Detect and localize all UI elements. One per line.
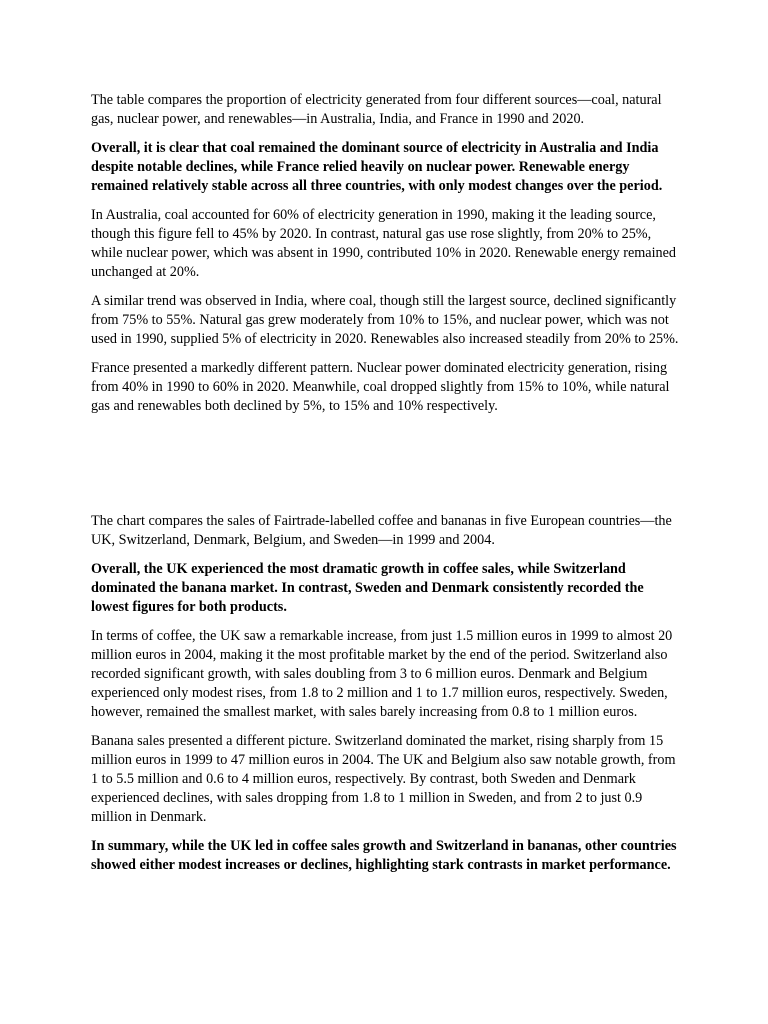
coffee-paragraph: In terms of coffee, the UK saw a remarkable increase, from just 1.5 million euros in 1999 to almost 20 million euros in 2004, making it the most profitable market by the end of the period. Switzerland also recorded significant growth, with sales doubling from 3 to 6 million euros. Denmark and Belgium experienced only modest rises, from 1.8 to 2 million and 1 to 1.7 million euros, respectively. Sweden, however, remained the smallest market, with sales barely increasing from 0.8 to 1 million euros. — [91, 628, 673, 720]
essay-electricity — [91, 91, 681, 426]
intro-paragraph: The table compares the proportion of electricity generated from four different sources—coal, natural gas, nuclear power, and renewables—in Australia, India, and France in 1990 and 2020. — [91, 92, 662, 127]
india-paragraph: A similar trend was observed in India, where coal, though still the largest source, declined significantly from 75% to 55%. Natural gas grew moderately from 10% to 15%, and nuclear power, which was not used in 1990, supplied 5% of electricity in 2020. Renewables also increased steadily from 20% to 25%. — [91, 293, 679, 347]
summary-paragraph: In summary, while the UK led in coffee sales growth and Switzerland in bananas, other countries showed either modest increases or declines, highlighting stark contrasts in market performance. — [91, 838, 677, 873]
overview-paragraph: Overall, the UK experienced the most dramatic growth in coffee sales, while Switzerland dominated the banana market. In contrast, Sweden and Denmark consistently recorded the lowest figures for both products. — [91, 561, 644, 615]
essay-fairtrade — [91, 512, 681, 885]
bananas-paragraph: Banana sales presented a different picture. Switzerland dominated the market, rising sharply from 15 million euros in 1999 to 47 million euros in 2004. The UK and Belgium also saw notable growth, from 1 to 5.5 million and 0.6 to 4 million euros, respectively. By contrast, both Sweden and Denmark experienced declines, with sales dropping from 1.8 to 1 million in Sweden, and from 2 to just 0.9 million in Denmark. — [91, 733, 676, 825]
intro-paragraph: The chart compares the sales of Fairtrade-labelled coffee and bananas in five European countries—the UK, Switzerland, Denmark, Belgium, and Sweden—in 1999 and 2004. — [91, 513, 672, 548]
france-paragraph: France presented a markedly different pattern. Nuclear power dominated electricity generation, rising from 40% in 1990 to 60% in 2020. Meanwhile, coal dropped slightly from 15% to 10%, while natural gas and renewables both declined by 5%, to 15% and 10% respectively. — [91, 360, 670, 414]
overview-paragraph: Overall, it is clear that coal remained the dominant source of electricity in Australia and India despite notable declines, while France relied heavily on nuclear power. Renewable energy remained relatively stable across all three countries, with only modest changes over the period. — [91, 140, 663, 194]
australia-paragraph: In Australia, coal accounted for 60% of electricity generation in 1990, making it the leading source, though this figure fell to 45% by 2020. In contrast, natural gas use rose slightly, from 20% to 25%, while nuclear power, which was absent in 1990, contributed 10% in 2020. Renewable energy remained unchanged at 20%. — [91, 207, 677, 280]
